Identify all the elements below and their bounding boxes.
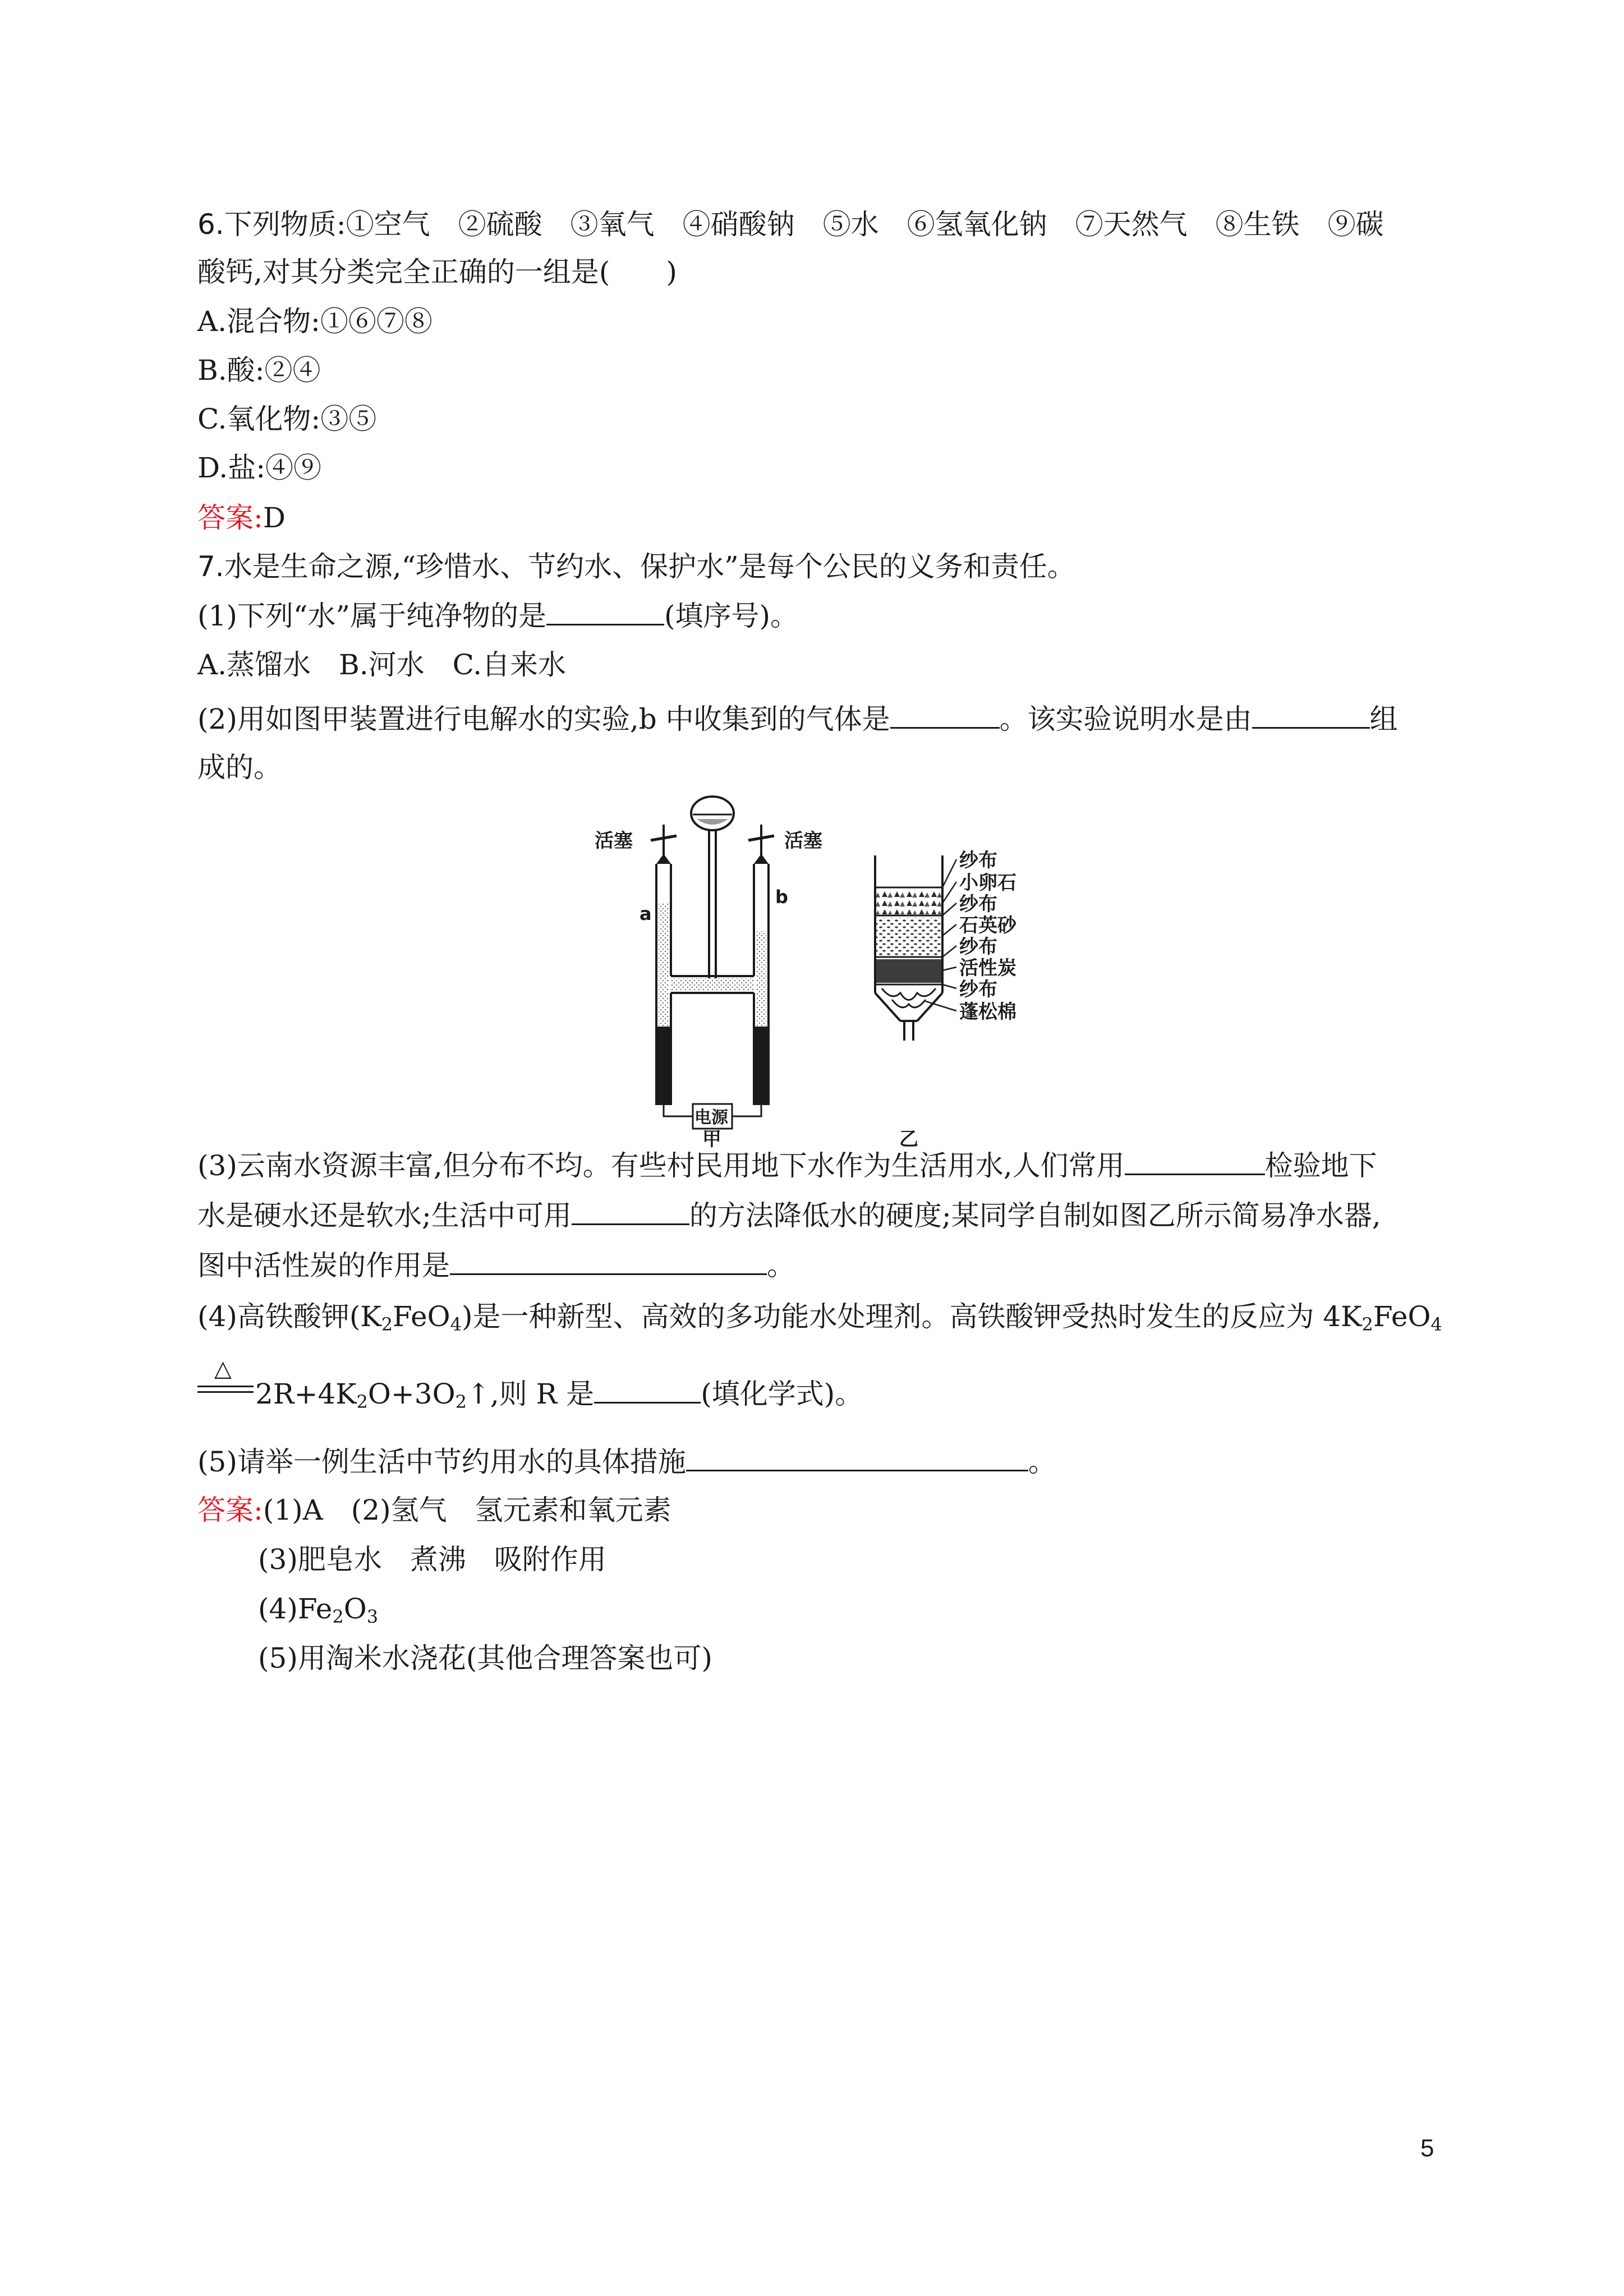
q6-answer-label: 答案: (197, 501, 263, 534)
q7-part1-blank (546, 599, 664, 625)
equation-bar-top (197, 1386, 254, 1387)
q7-answer-3: (3)肥皂水 煮沸 吸附作用 (258, 1543, 606, 1576)
q7-part3-text: (3)云南水资源丰富,但分布不均。有些村民用地下水作为生活用水,人们常用 (197, 1149, 1125, 1182)
q7-part4-sub3: 2 (1361, 1314, 1373, 1335)
q7-part3-text-d: 的方法降低水的硬度;某同学自制如图乙所示简易净水器, (689, 1199, 1381, 1232)
q7-figure (572, 791, 1111, 1151)
q7-part4-sub1: 2 (381, 1314, 393, 1335)
q7-part5-tail: 。 (1028, 1446, 1056, 1478)
q7-part5-blank (686, 1445, 1028, 1471)
equation-sub1: 2 (356, 1391, 368, 1412)
layer-label-activated-carbon: 活性炭 (959, 957, 1016, 979)
layer-label-gauze-1: 纱布 (959, 849, 997, 872)
q7-part4-text-c: )是一种新型、高效的多功能水处理剂。高铁酸钾受热时发生的反应为 4K (461, 1300, 1362, 1333)
q7-part4-line2 (255, 1377, 863, 1411)
q7-part2-cont: 成的。 (197, 751, 282, 784)
water-purifier (875, 855, 942, 1041)
q7-part3-blank2 (572, 1199, 689, 1225)
q7-part4-line1 (197, 1300, 1442, 1333)
q7-part1-options: A.蒸馏水 B.河水 C.自来水 (197, 648, 567, 681)
q7-part1-tail: (填序号)。 (664, 600, 798, 632)
q7-part3-blank1 (1125, 1149, 1265, 1175)
q7-part3-line2 (197, 1199, 1381, 1232)
q6-stem-line2: 酸钙,对其分类完全正确的一组是( ) (197, 256, 677, 288)
q6-option-d: D.盐:④⑨ (197, 452, 322, 484)
q7-answer-4-sub1: 2 (332, 1606, 344, 1627)
q6-stem-line1 (197, 208, 1384, 241)
q6-option-b: B.酸:②④ (197, 354, 321, 386)
q7-part2-mid: 。该实验说明水是由 (999, 703, 1252, 735)
q7-answer-label: 答案: (197, 1494, 263, 1526)
q7-stem (197, 550, 1075, 583)
q7-part3-blank3 (450, 1249, 767, 1275)
q6-stem-text: 下列物质:①空气 ②硫酸 ③氧气 ④硝酸钠 ⑤水 ⑥氢氧化钠 ⑦天然气 ⑧生铁 ⑨碳 (224, 208, 1384, 241)
q6-number: 6. (197, 208, 224, 241)
q7-part2 (197, 702, 1398, 736)
q7-answer-4-sub2: 3 (366, 1606, 379, 1627)
equation-text-d: (填化学式)。 (701, 1378, 863, 1410)
power-supply-label: 电源 (694, 1108, 728, 1128)
q7-part4-blank (594, 1377, 701, 1404)
q7-part3-text-b: 检验地下 (1264, 1149, 1377, 1182)
q7-answer-4 (258, 1592, 378, 1626)
q7-part3-text-f: 。 (767, 1249, 795, 1282)
q7-part2-blank2 (1252, 702, 1370, 729)
q7-part4-text-b: FeO (393, 1300, 450, 1333)
figure-jia-caption: 甲 (702, 1128, 721, 1151)
q7-answer-line1 (197, 1493, 671, 1527)
right-stopcock-label: 活塞 (784, 830, 822, 852)
q7-part3-line3 (197, 1249, 795, 1282)
q7-answer-5: (5)用淘米水浇花(其他合理答案也可) (258, 1642, 712, 1674)
equation-bar-bottom (197, 1391, 254, 1393)
equation-text-a: 2R+4K (255, 1378, 357, 1410)
q7-part4-sub4: 4 (1430, 1314, 1442, 1335)
q7-answer-4-text-a: (4)Fe (258, 1593, 333, 1625)
layer-label-gauze-2: 纱布 (959, 893, 997, 915)
q6-answer-value: D (263, 501, 286, 534)
q7-answer-4-text-b: O (343, 1593, 367, 1625)
q7-part5-text: (5)请举一例生活中节约用水的具体措施 (197, 1446, 686, 1478)
q7-part3-text-c: 水是硬水还是软水;生活中可用 (197, 1199, 572, 1232)
q7-part4-sub2: 4 (450, 1314, 462, 1335)
layer-label-pebbles: 小卵石 (959, 872, 1016, 894)
q7-part1-text: (1)下列“水”属于纯净物的是 (197, 600, 546, 632)
equation-text-c: ↑,则 R 是 (466, 1378, 595, 1410)
equation-heat-condition: △ (214, 1356, 232, 1382)
q6-answer (197, 501, 286, 535)
equation-text-b: O+3O (367, 1378, 456, 1410)
q7-answer-1-2: (1)A (2)氢气 氢元素和氧元素 (263, 1494, 671, 1526)
q7-part4-text-d: FeO (1373, 1300, 1431, 1333)
q7-part2-tail: 组 (1369, 703, 1398, 735)
q7-part2-text: (2)用如图甲装置进行电解水的实验,b 中收集到的气体是 (197, 703, 890, 735)
page-number: 5 (1420, 2134, 1434, 2162)
q6-option-c: C.氧化物:③⑤ (197, 403, 377, 435)
q7-part3-line1 (197, 1149, 1377, 1182)
layer-label-gauze-4: 纱布 (959, 978, 997, 1001)
q7-part3-text-e: 图中活性炭的作用是 (197, 1249, 450, 1282)
tube-a-label: a (640, 903, 652, 924)
tube-b-label: b (775, 886, 788, 908)
q7-part4-text-a: (4)高铁酸钾(K (197, 1300, 381, 1333)
equation-sub2: 2 (455, 1391, 467, 1412)
q7-number: 7. (197, 550, 224, 583)
figure-yi-caption: 乙 (899, 1128, 918, 1151)
layer-label-cotton: 蓬松棉 (959, 1001, 1016, 1023)
layer-label-quartz-sand: 石英砂 (959, 914, 1016, 937)
left-stopcock-label: 活塞 (595, 830, 633, 852)
q7-stem-text: 水是生命之源,“珍惜水、节约水、保护水”是每个公民的义务和责任。 (224, 550, 1075, 583)
layer-label-gauze-3: 纱布 (959, 936, 997, 958)
q7-part2-blank1 (890, 702, 1000, 729)
q6-option-a: A.混合物:①⑥⑦⑧ (197, 305, 433, 338)
electrolysis-apparatus (651, 797, 774, 1129)
q7-part5 (197, 1445, 1056, 1479)
q7-part1 (197, 599, 798, 633)
